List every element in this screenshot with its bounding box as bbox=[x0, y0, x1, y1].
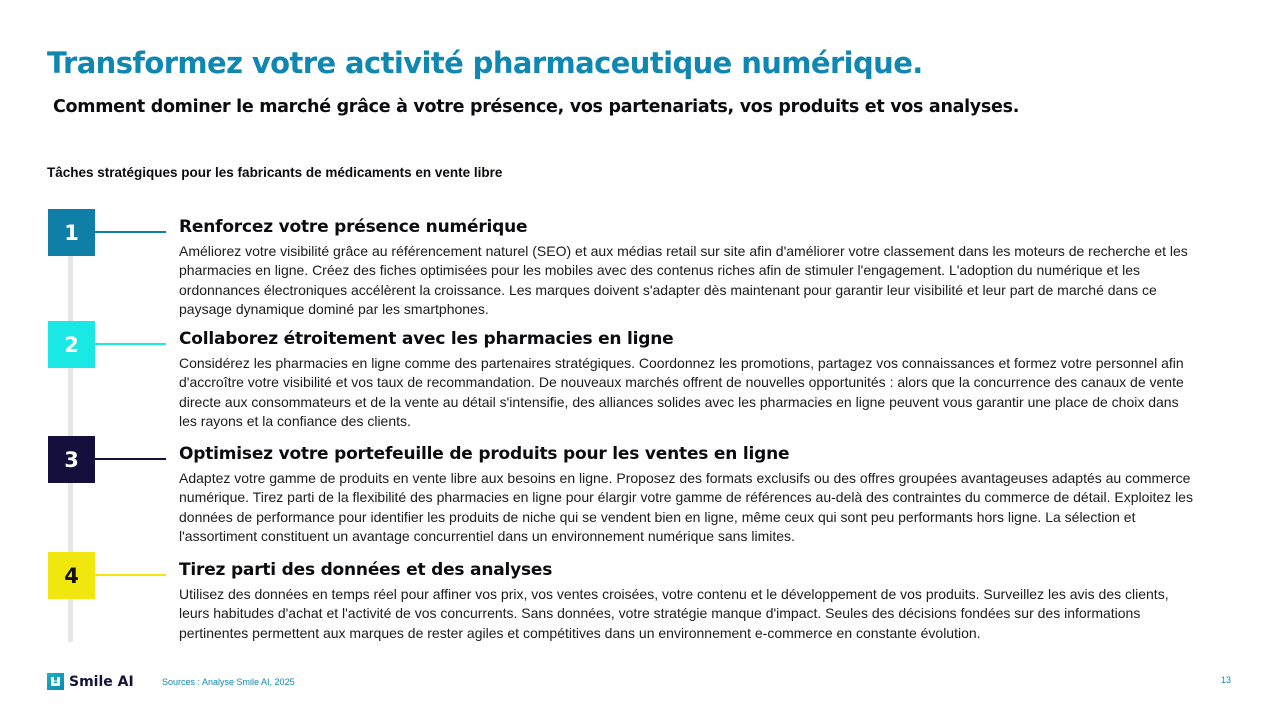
step-number-badge: 2 bbox=[48, 321, 95, 368]
section-label: Tâches stratégiques pour les fabricants de médicaments en vente libre bbox=[47, 165, 503, 180]
page-number: 13 bbox=[1221, 675, 1232, 685]
step-connector bbox=[95, 231, 166, 233]
step-number-badge: 1 bbox=[48, 209, 95, 256]
step-title: Renforcez votre présence numérique bbox=[179, 217, 528, 237]
logo-text: Smile AI bbox=[69, 673, 134, 690]
step-number-badge: 4 bbox=[48, 552, 95, 599]
page-title: Transformez votre activité pharmaceutique numérique. bbox=[47, 46, 923, 80]
step-body: Adaptez votre gamme de produits en vente libre aux besoins en ligne. Proposez des formats exclusifs ou des offres groupées avantageuses adaptés au commerce numérique. Tirez parti de la flexibilité des pharmacies en ligne pour élargir votre gamme de références au-delà des contraintes du commerce de détail. Exploitez les données de performance pour identifier les produits de niche qui se vendent bien en ligne, même ceux qui sont peu performants hors ligne. La sélection et l'assortiment constituent un avantage concurrentiel dans un environnement numérique sans limites. bbox=[179, 470, 1193, 545]
step-title: Collaborez étroitement avec les pharmacies en ligne bbox=[179, 329, 674, 349]
step-body: Utilisez des données en temps réel pour affiner vos prix, vos ventes croisées, votre contenu et le développement de vos produits. Surveillez les avis des clients, leurs habitudes d'achat et l'activité de vos concurrents. Sans données, votre stratégie manque d'impact. Seules des décisions fondées sur des informations pertinentes permettent aux marques de rester agiles et compétitives dans un environnement e-commerce en constante évolution. bbox=[179, 586, 1169, 641]
step-connector bbox=[95, 343, 166, 345]
sources-note: Sources : Analyse Smile AI, 2025 bbox=[162, 677, 295, 687]
step-body: Considérez les pharmacies en ligne comme des partenaires stratégiques. Coordonnez les promotions, partagez vos connaissances et formez votre personnel afin d'accroître votre visibilité et vos taux de recommandation. De nouveaux marchés offrent de nouvelles opportunités : alors que la concurrence des canaux de vente directe aux consommateurs et de la vente au détail s'intensifie, des alliances solides avec les pharmacies en ligne peuvent vous garantir une place de choix dans les rayons et la confiance des clients. bbox=[179, 355, 1184, 430]
step-connector bbox=[95, 458, 166, 460]
step-connector bbox=[95, 574, 166, 576]
step-title: Tirez parti des données et des analyses bbox=[179, 560, 553, 580]
step-title: Optimisez votre portefeuille de produits pour les ventes en ligne bbox=[179, 444, 790, 464]
step-body: Améliorez votre visibilité grâce au référencement naturel (SEO) et aux médias retail sur site afin d'améliorer votre classement dans les moteurs de recherche et les pharmacies en ligne. Créez des fiches optimisées pour les mobiles avec des contenus riches afin de stimuler l'engagement. L'adoption du numérique et les ordonnances électroniques accélèrent la croissance. Les marques doivent s'adapter dès maintenant pour garantir leur visibilité et leur part de marché dans ce paysage dynamique dominé par les smartphones. bbox=[179, 243, 1188, 318]
smile-ai-logo-icon bbox=[47, 673, 64, 690]
page-subtitle: Comment dominer le marché grâce à votre présence, vos partenariats, vos produits et vos analyses. bbox=[53, 97, 1020, 117]
footer-logo bbox=[47, 673, 134, 690]
step-number-badge: 3 bbox=[48, 436, 95, 483]
